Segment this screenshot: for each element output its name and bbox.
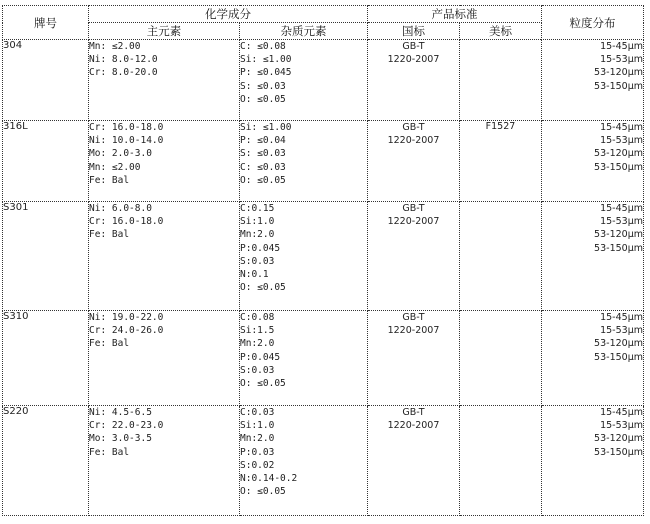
particle-size-line: 15-45μm	[600, 122, 643, 133]
impurity-element-line: O: ≤0.05	[240, 93, 286, 105]
grade-cell: S301	[3, 202, 89, 311]
particle-size-line: 53-120μm	[594, 148, 643, 160]
main-element-line: Fe: Bal	[89, 446, 130, 458]
table-row	[3, 40, 644, 121]
impurity-element-line: O: ≤0.05	[240, 282, 286, 294]
main-element-line: Mn: ≤2.00	[89, 41, 141, 52]
impurity-element-line: Mn:2.0	[240, 338, 275, 350]
header-national-standard: 国标	[368, 23, 460, 40]
main-element-line: Cr: 16.0-18.0	[89, 122, 164, 133]
national-standard-line: GB-T	[402, 407, 425, 418]
us-standard-cell	[460, 202, 542, 311]
particle-size-cell	[542, 40, 644, 121]
particle-size-cell	[542, 406, 644, 516]
header-particle-size: 粒度分布	[542, 6, 644, 40]
main-element-line: Cr: 16.0-18.0	[89, 216, 164, 228]
particle-size-line: 53-120μm	[594, 338, 643, 350]
particle-size-line: 53-120μm	[594, 67, 643, 79]
impurity-element-line: S:0.02	[240, 459, 275, 471]
particle-size-line: 53-150μm	[594, 161, 643, 173]
main-element-line: Mo: 2.0-3.0	[89, 148, 152, 160]
main-elements-cell	[89, 202, 240, 311]
impurity-element-line: C:0.15	[240, 203, 275, 214]
header-impurity-elements: 杂质元素	[240, 23, 368, 40]
impurity-element-line: P: ≤0.045	[240, 67, 292, 79]
impurity-element-line: N:0.14-0.2	[240, 473, 298, 485]
main-element-line: Fe: Bal	[89, 174, 130, 186]
header-grade: 牌号	[3, 6, 89, 40]
main-elements-cell	[89, 40, 240, 121]
national-standard-cell	[368, 121, 460, 202]
header-chemical-composition: 化学成分	[89, 6, 368, 23]
main-elements-cell	[89, 406, 240, 516]
national-standard-line: 1220-2007	[387, 325, 440, 337]
impurity-element-line: C:0.03	[240, 407, 275, 418]
impurity-element-line: C: ≤0.03	[240, 161, 286, 173]
impurity-element-line: O: ≤0.05	[240, 174, 286, 186]
grade-cell: 316L	[3, 121, 89, 202]
impurity-element-line: O: ≤0.05	[240, 378, 286, 390]
national-standard-line: 1220-2007	[387, 420, 440, 432]
particle-size-line: 15-53μm	[600, 420, 643, 432]
us-standard-cell	[460, 311, 542, 406]
grade-cell: S220	[3, 406, 89, 516]
national-standard-cell	[368, 406, 460, 516]
main-element-line: Ni: 19.0-22.0	[89, 312, 164, 323]
us-standard-cell: F1527	[460, 121, 542, 202]
national-standard-line: GB-T	[402, 203, 425, 214]
impurity-element-line: P: ≤0.04	[240, 135, 286, 147]
particle-size-cell	[542, 121, 644, 202]
impurity-element-line: S:0.03	[240, 364, 275, 376]
particle-size-line: 53-150μm	[594, 80, 643, 92]
main-element-line: Fe: Bal	[89, 338, 130, 350]
impurity-elements-cell	[240, 311, 368, 406]
particle-size-line: 53-150μm	[594, 351, 643, 363]
impurity-element-line: Mn:2.0	[240, 433, 275, 445]
national-standard-line: 1220-2007	[387, 135, 440, 147]
table-row	[3, 406, 644, 516]
particle-size-line: 53-120μm	[594, 433, 643, 445]
main-elements-cell	[89, 121, 240, 202]
particle-size-line: 15-53μm	[600, 54, 643, 66]
impurity-element-line: P:0.03	[240, 446, 275, 458]
spec-table-body	[3, 40, 644, 516]
particle-size-line: 15-53μm	[600, 216, 643, 228]
national-standard-line: 1220-2007	[387, 54, 440, 66]
national-standard-cell	[368, 202, 460, 311]
main-element-line: Cr: 8.0-20.0	[89, 67, 158, 79]
table-row	[3, 311, 644, 406]
main-element-line: Ni: 6.0-8.0	[89, 203, 152, 214]
impurity-element-line: S: ≤0.03	[240, 80, 286, 92]
particle-size-line: 15-45μm	[600, 203, 643, 214]
national-standard-cell	[368, 311, 460, 406]
impurity-element-line: Si:1.5	[240, 325, 275, 337]
spec-table	[2, 5, 644, 516]
impurity-element-line: S:0.03	[240, 255, 275, 267]
header-us-standard: 美标	[460, 23, 542, 40]
impurity-element-line: Mn:2.0	[240, 229, 275, 241]
national-standard-line: GB-T	[402, 122, 425, 133]
particle-size-line: 15-53μm	[600, 325, 643, 337]
table-row	[3, 121, 644, 202]
header-product-standard: 产品标准	[368, 6, 542, 23]
national-standard-line: GB-T	[402, 41, 425, 52]
us-standard-cell	[460, 40, 542, 121]
impurity-element-line: C: ≤0.08	[240, 41, 286, 52]
particle-size-line: 15-45μm	[600, 312, 643, 323]
main-element-line: Fe: Bal	[89, 229, 130, 241]
main-element-line: Cr: 22.0-23.0	[89, 420, 164, 432]
impurity-elements-cell	[240, 406, 368, 516]
particle-size-line: 53-150μm	[594, 242, 643, 254]
impurity-element-line: C:0.08	[240, 312, 275, 323]
impurity-element-line: P:0.045	[240, 242, 281, 254]
impurity-elements-cell	[240, 121, 368, 202]
main-element-line: Ni: 8.0-12.0	[89, 54, 158, 66]
impurity-element-line: N:0.1	[240, 269, 269, 281]
particle-size-line: 53-150μm	[594, 446, 643, 458]
impurity-element-line: Si: ≤1.00	[240, 54, 292, 66]
main-element-line: Ni: 4.5-6.5	[89, 407, 152, 418]
main-element-line: Ni: 10.0-14.0	[89, 135, 164, 147]
national-standard-line: GB-T	[402, 312, 425, 323]
impurity-element-line: S: ≤0.03	[240, 148, 286, 160]
impurity-element-line: Si: ≤1.00	[240, 122, 292, 133]
impurity-element-line: Si:1.0	[240, 216, 275, 228]
main-element-line: Mn: ≤2.00	[89, 161, 141, 173]
grade-cell: S310	[3, 311, 89, 406]
us-standard-cell	[460, 406, 542, 516]
grade-cell: 304	[3, 40, 89, 121]
particle-size-cell	[542, 311, 644, 406]
header-main-elements: 主元素	[89, 23, 240, 40]
impurity-elements-cell	[240, 202, 368, 311]
main-elements-cell	[89, 311, 240, 406]
particle-size-line: 15-45μm	[600, 41, 643, 52]
impurity-element-line: O: ≤0.05	[240, 486, 286, 498]
table-row	[3, 202, 644, 311]
impurity-elements-cell	[240, 40, 368, 121]
particle-size-cell	[542, 202, 644, 311]
main-element-line: Mo: 3.0-3.5	[89, 433, 152, 445]
particle-size-line: 15-45μm	[600, 407, 643, 418]
impurity-element-line: P:0.045	[240, 351, 281, 363]
particle-size-line: 53-120μm	[594, 229, 643, 241]
impurity-element-line: Si:1.0	[240, 420, 275, 432]
national-standard-cell	[368, 40, 460, 121]
main-element-line: Cr: 24.0-26.0	[89, 325, 164, 337]
particle-size-line: 15-53μm	[600, 135, 643, 147]
national-standard-line: 1220-2007	[387, 216, 440, 228]
